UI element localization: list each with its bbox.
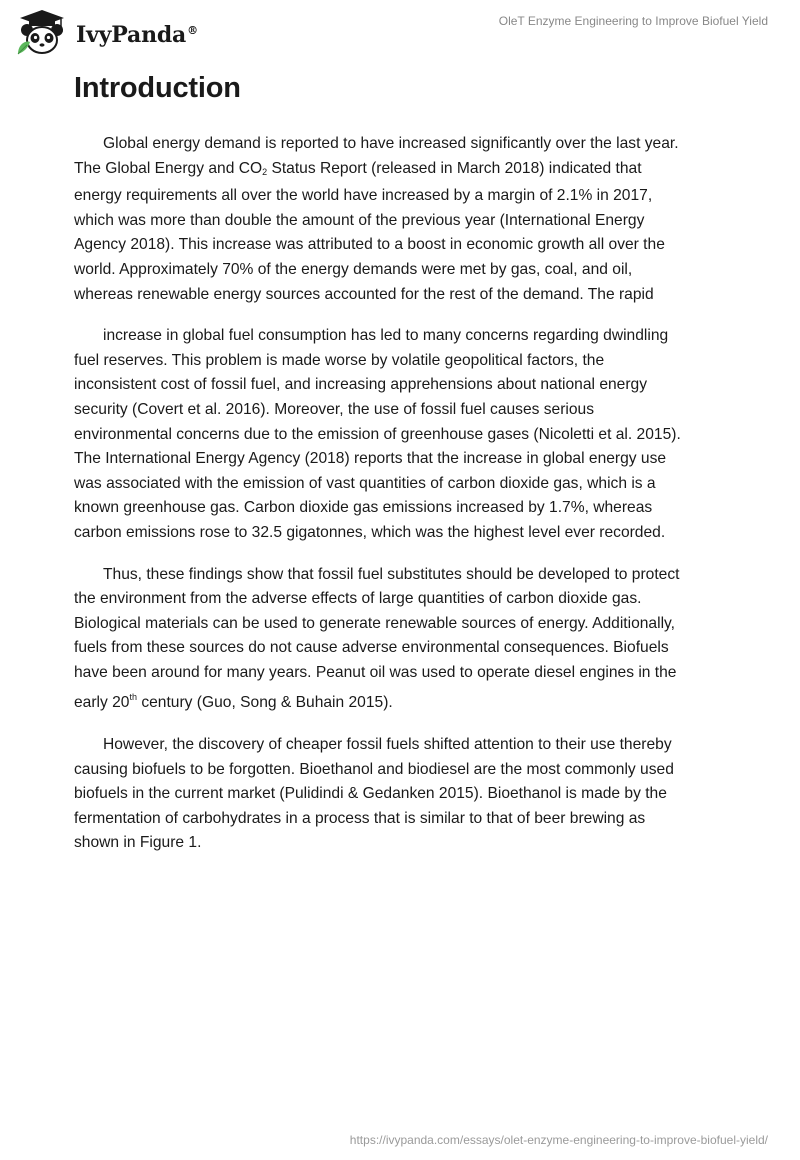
text-line: energy requirements all over the world have increased by a margin of 2.1% in 2017,	[74, 187, 653, 205]
brand-name: IvyPanda®	[76, 22, 198, 48]
text-line: shown in Figure 1.	[74, 834, 202, 852]
text-fragment: early 20	[74, 694, 130, 712]
text-fragment: Status Report (released in March 2018) indicated that	[267, 159, 642, 177]
brand-logo[interactable]	[14, 8, 198, 58]
paragraph-2	[74, 324, 724, 545]
text-line: inconsistent cost of fossil fuel, and increasing apprehensions about national energy	[74, 376, 648, 394]
text-line: the environment from the adverse effects of large quantities of carbon dioxide gas.	[74, 590, 642, 608]
text-line: fuels from these sources do not cause adverse environmental consequences. Biofuels	[74, 639, 669, 657]
source-url-link[interactable]: https://ivypanda.com/essays/olet-enzyme-engineering-to-improve-biofuel-yield/	[349, 1133, 768, 1147]
section-heading: Introduction	[74, 72, 241, 104]
text-fragment: The Global Energy and CO	[74, 159, 263, 177]
text-line: The International Energy Agency (2018) reports that the increase in global energy use	[74, 450, 667, 468]
text-line	[74, 157, 724, 185]
superscript: th	[129, 692, 137, 703]
document-title: OleT Enzyme Engineering to Improve Biofuel Yield	[498, 14, 768, 28]
panda-graduate-icon	[14, 8, 70, 58]
text-line: which was more than double the amount of the previous year (International Energy	[74, 211, 645, 229]
text-line: fermentation of carbohydrates in a process that is similar to that of beer brewing as	[74, 809, 646, 827]
text-line: security (Covert et al. 2016). Moreover, the use of fossil fuel causes serious	[74, 400, 595, 418]
text-line: Biological materials can be used to generate renewable sources of energy. Additionally,	[74, 614, 676, 632]
article-body	[74, 132, 724, 873]
text-line: environmental concerns due to the emission of greenhouse gases (Nicoletti et al. 2015).	[74, 425, 681, 443]
text-line: Thus, these findings show that fossil fuel substitutes should be developed to protect	[103, 565, 680, 583]
text-line: fuel reserves. This problem is made worse by volatile geopolitical factors, the	[74, 351, 605, 369]
text-line	[74, 685, 724, 716]
text-line: carbon emissions rose to 32.5 gigatonnes, which was the highest level ever recorded.	[74, 523, 666, 541]
text-line: have been around for many years. Peanut oil was used to operate diesel engines in the	[74, 663, 677, 681]
text-line: world. Approximately 70% of the energy demands were met by gas, coal, and oil,	[74, 260, 633, 278]
text-line: was associated with the emission of vast quantities of carbon dioxide gas, which is a	[74, 474, 656, 492]
text-line: biofuels in the current market (Pulidindi & Gedanken 2015). Bioethanol is made by the	[74, 785, 667, 803]
paragraph-3	[74, 563, 724, 717]
text-line: Agency 2018). This increase was attributed to a boost in economic growth all over the	[74, 236, 665, 254]
text-line: known greenhouse gas. Carbon dioxide gas emissions increased by 1.7%, whereas	[74, 499, 653, 517]
subscript: 2	[262, 166, 268, 177]
text-line: whereas renewable energy sources accounted for the rest of the demand. The rapid	[74, 285, 654, 303]
text-line: However, the discovery of cheaper fossil fuels shifted attention to their use thereby	[103, 736, 672, 754]
registered-mark: ®	[187, 23, 198, 37]
page-header	[0, 0, 800, 64]
paragraph-1	[74, 132, 724, 307]
text-fragment: century (Guo, Song & Buhain 2015).	[137, 694, 393, 712]
text-line: Global energy demand is reported to have increased significantly over the last year.	[103, 135, 679, 152]
text-line: causing biofuels to be forgotten. Bioethanol and biodiesel are the most commonly used	[74, 760, 674, 778]
text-line: increase in global fuel consumption has led to many concerns regarding dwindling	[103, 327, 669, 345]
paragraph-4	[74, 733, 724, 856]
